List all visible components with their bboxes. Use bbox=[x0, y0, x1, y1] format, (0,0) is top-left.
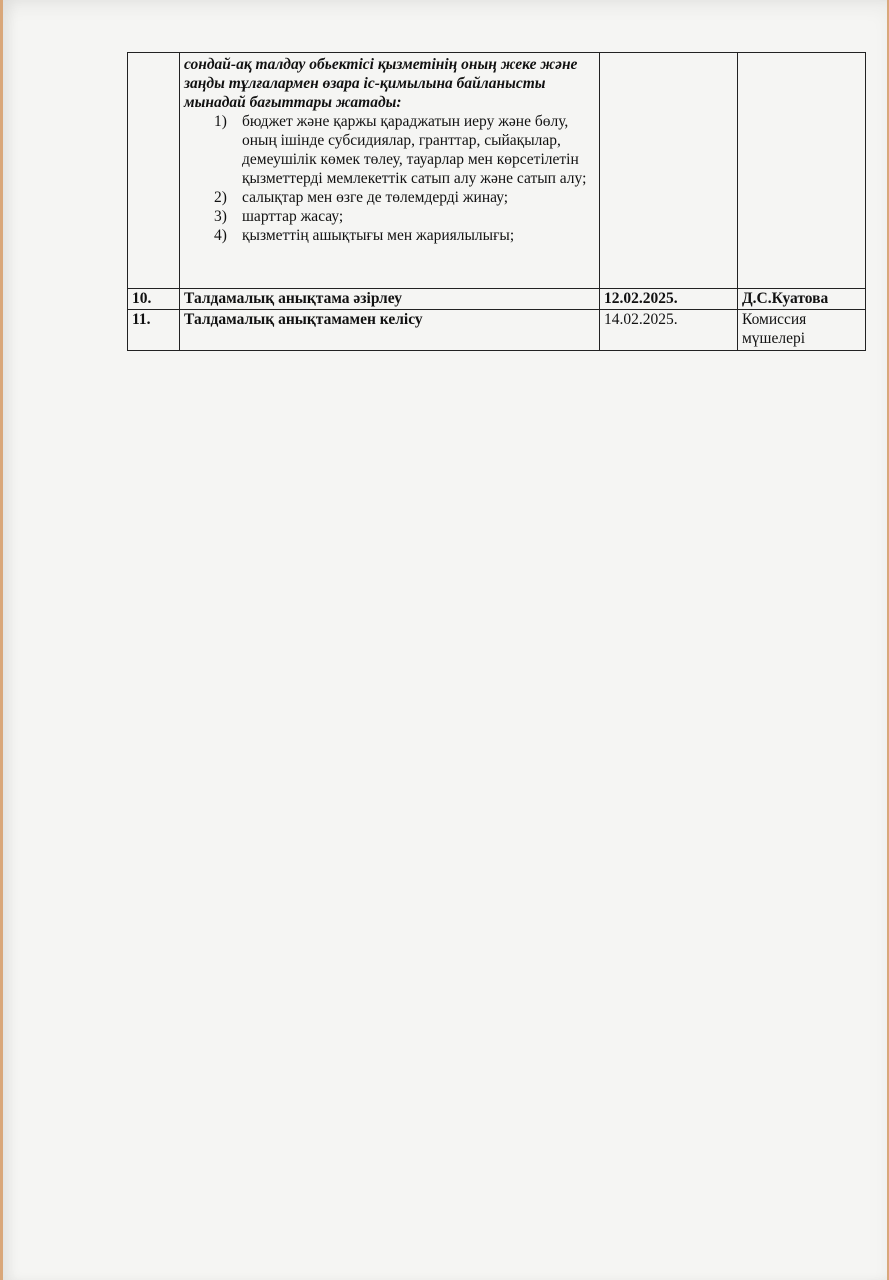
list-item bbox=[214, 207, 595, 226]
table-row bbox=[128, 289, 866, 310]
document-page bbox=[3, 0, 887, 1280]
row-number: 11. bbox=[128, 310, 180, 351]
row-responsible: Д.С.Куатова bbox=[738, 289, 866, 310]
row-task: Талдамалық анықтама әзірлеу bbox=[180, 289, 600, 310]
list-item-number: 3) bbox=[214, 208, 227, 225]
list-item-number: 4) bbox=[214, 227, 227, 244]
row-responsible: Комиссия мүшелері bbox=[738, 310, 866, 351]
list-item bbox=[214, 226, 595, 245]
list-item-number: 1) bbox=[214, 113, 227, 130]
table-row-continuation bbox=[128, 53, 866, 289]
cell-num-empty bbox=[128, 53, 180, 289]
list-item-number: 2) bbox=[214, 189, 227, 206]
row-date: 12.02.2025. bbox=[600, 289, 738, 310]
list-item bbox=[214, 188, 595, 207]
cell-date-empty bbox=[600, 53, 738, 289]
row-date: 14.02.2025. bbox=[600, 310, 738, 351]
cell-responsible-empty bbox=[738, 53, 866, 289]
list-item-text: бюджет және қаржы қараджатын иеру және бөлу, оның ішінде субсидиялар, гранттар, сыйақылар, демеушілік көмек төлеу, тауарлар мен көрсетілетін қызметтерді мемлекеттік сатып алу және сатып алу; bbox=[242, 113, 587, 187]
list-item-text: салықтар мен өзге де төлемдерді жинау; bbox=[242, 189, 509, 206]
row-number: 10. bbox=[128, 289, 180, 310]
plan-table bbox=[127, 52, 865, 351]
list-item-text: қызметтің ашықтығы мен жариялылығы; bbox=[242, 227, 515, 244]
cell-continuation-text bbox=[180, 53, 600, 289]
table-row bbox=[128, 310, 866, 351]
list-item-text: шарттар жасау; bbox=[242, 208, 344, 225]
continuation-intro: сондай-ақ талдау обьектісі қызметінің оның жеке және заңды тұлғалармен өзара іс-қимылына байланысты мынадай бағыттары жатады: bbox=[184, 56, 578, 111]
list-item bbox=[214, 112, 595, 188]
row-task: Талдамалық анықтамамен келісу bbox=[180, 310, 600, 351]
directions-list bbox=[184, 112, 595, 245]
